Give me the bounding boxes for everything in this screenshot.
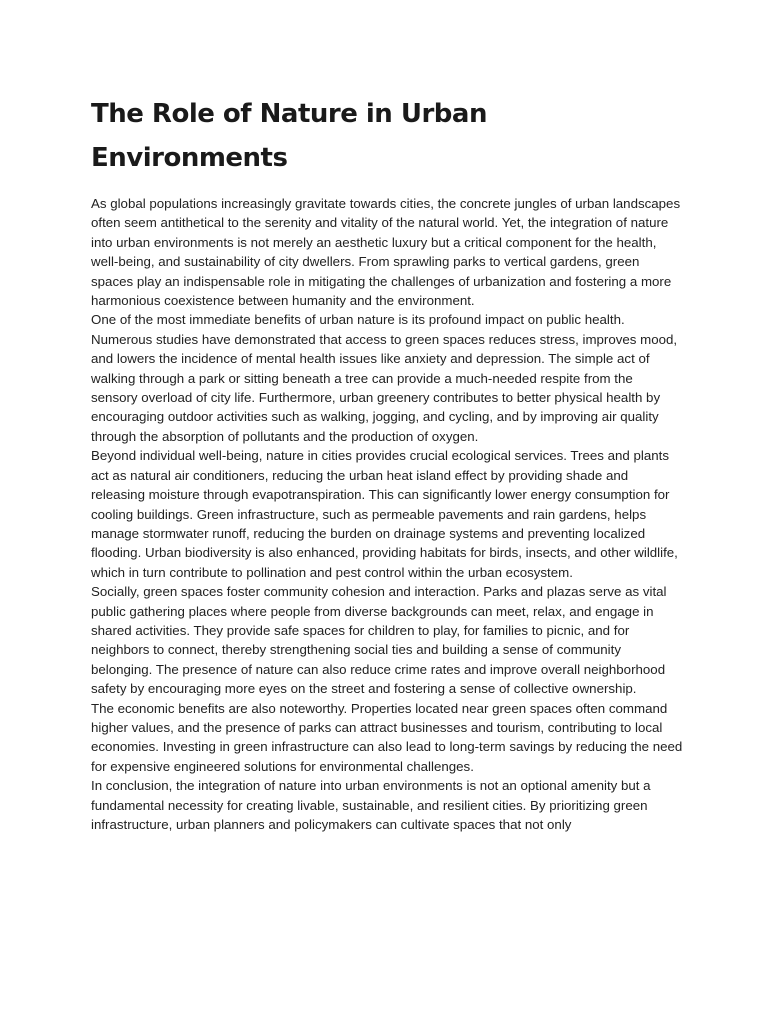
document-page	[91, 92, 683, 834]
paragraph-intro: As global populations increasingly gravitate towards cities, the concrete jungles of urban landscapes often seem antithetical to the serenity and vitality of the natural world. Yet, the integration of nature into urban environments is not merely an aesthetic luxury but a critical component for the health, well-being, and sustainability of city dwellers. From sprawling parks to vertical gardens, green spaces play an indispensable role in mitigating the challenges of urbanization and fostering a more harmonious coexistence between humanity and the environment.	[91, 196, 681, 309]
paragraph-ecological-services: Beyond individual well-being, nature in cities provides crucial ecological services. Trees and plants act as natural air conditioners, reducing the urban heat island effect by providing shade and releasing moisture through evapotranspiration. This can significantly lower energy consumption for cooling buildings. Green infrastructure, such as permeable pavements and rain gardens, helps manage stormwater runoff, reducing the burden on drainage systems and preventing localized flooding. Urban biodiversity is also enhanced, providing habitats for birds, insects, and other wildlife, which in turn contribute to pollination and pest control within the urban ecosystem.	[91, 448, 678, 580]
paragraph-economic-benefits: The economic benefits are also noteworthy. Properties located near green spaces often command higher values, and the presence of parks can attract businesses and tourism, contributing to local economies. Investing in green infrastructure can also lead to long-term savings by reducing the need for expensive engineered solutions for environmental challenges.	[91, 700, 683, 774]
paragraph-social-benefits: Socially, green spaces foster community cohesion and interaction. Parks and plazas serve as vital public gathering places where people from diverse backgrounds can meet, relax, and engage in shared activities. They provide safe spaces for children to play, for families to picnic, and for neighbors to connect, thereby strengthening social ties and building a sense of community belonging. The presence of nature can also reduce crime rates and improve overall neighborhood safety by encouraging more eyes on the street and fostering a sense of collective ownership.	[91, 584, 667, 697]
paragraph-public-health: One of the most immediate benefits of urban nature is its profound impact on public health. Numerous studies have demonstrated that access to green spaces reduces stress, improves mood, and lowers the incidence of mental health issues like anxiety and depression. The simple act of walking through a park or sitting beneath a tree can provide a much-needed respite from the sensory overload of city life. Furthermore, urban greenery contributes to better physical health by encouraging outdoor activities such as walking, jogging, and cycling, and by improving air quality through the absorption of pollutants and the production of oxygen.	[91, 312, 678, 444]
document-body	[91, 194, 683, 834]
document-title: The Role of Nature in Urban Environments	[91, 99, 487, 173]
paragraph-conclusion: In conclusion, the integration of nature into urban environments is not an optional amenity but a fundamental necessity for creating livable, sustainable, and resilient cities. By prioritizing green infrastructure, urban planners and policymakers can cultivate spaces that not only	[91, 778, 651, 832]
